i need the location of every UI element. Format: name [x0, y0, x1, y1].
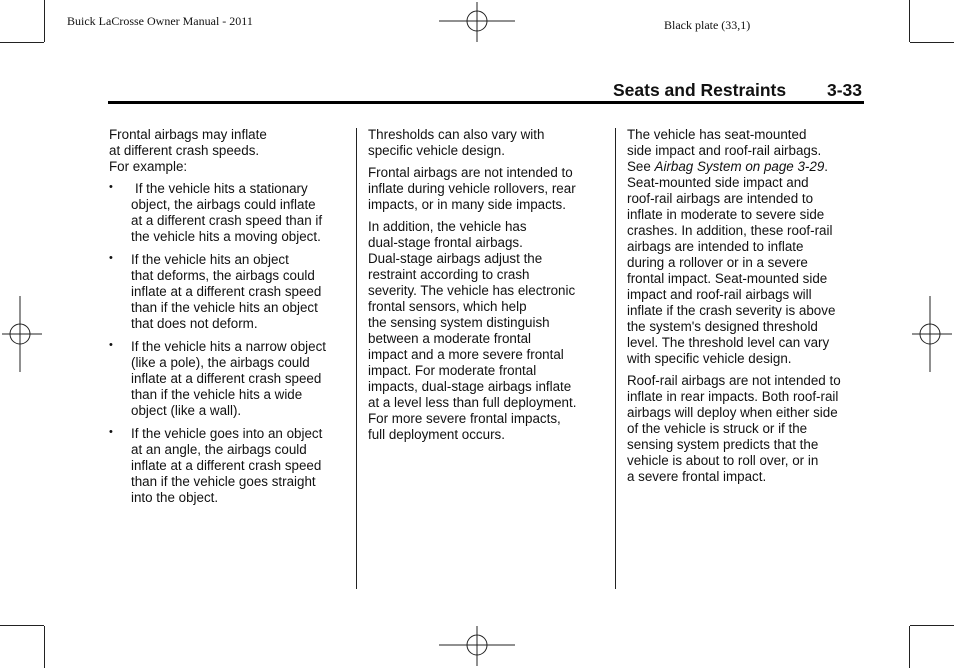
- list-item: • If the vehicle hits a stationary object, the airbags could inflate at a different crash speed than if the vehicle hits a moving object.: [109, 181, 323, 244]
- column-divider-2: [615, 128, 616, 589]
- page-number: 3-33: [827, 80, 863, 100]
- registration-mark-right: [910, 294, 954, 374]
- list-item: • If the vehicle hits a narrow object (like a pole), the airbags could inflate at a different crash speed than if the vehicle hits a wide object (like a wall).: [109, 339, 327, 418]
- bullet-icon: •: [109, 252, 113, 264]
- paragraph-dual-stage: In addition, the vehicle has dual-stage frontal airbags. Dual-stage airbags adjust the restraint according to crash severity. The vehicle has electronic frontal sensors, which help the sensing system distinguish between a moderate frontal impact and a more severe frontal impact. For moderate frontal impacts, dual-stage airbags inflate at a level less than full deployment. For more severe frontal impacts, full deployment occurs.: [368, 219, 577, 442]
- section-title: Seats and Restraints: [613, 80, 787, 100]
- column-3: [627, 127, 867, 491]
- bullet-icon: •: [109, 181, 113, 193]
- cross-reference-link[interactable]: Airbag System on page 3-29: [654, 159, 825, 174]
- paragraph-rollovers: Frontal airbags are not intended to inflate during vehicle rollovers, rear impacts, or in many side impacts.: [368, 165, 576, 212]
- paragraph-thresholds: Thresholds can also vary with specific vehicle design.: [368, 127, 545, 158]
- column-divider-1: [356, 128, 357, 589]
- intro-paragraph: Frontal airbags may inflate at different crash speeds. For example:: [109, 127, 267, 174]
- manual-title: Buick LaCrosse Owner Manual - 2011: [67, 14, 253, 28]
- column-1: [109, 127, 349, 513]
- paragraph-side-impact: The vehicle has seat-mounted side impact and roof-rail airbags. See Airbag System on page 3-29. Seat-mounted side impact and roof-rail airbags are intended to inflate in moderate to severe side crashes. In addition, these roof-rail airbags are intended to inflate during a rollover or in a severe frontal impact. Seat-mounted side impact and roof-rail airbags will inflate if the crash severity is above the system's designed threshold level. The threshold level can vary with specific vehicle design.: [627, 127, 836, 366]
- header-rule: [108, 101, 864, 104]
- registration-mark-top: [437, 0, 517, 44]
- bullet-icon: •: [109, 426, 113, 438]
- list-item: • If the vehicle hits an object that deforms, the airbags could inflate at a different crash speed than if the vehicle hits an object that does not deform.: [109, 252, 322, 331]
- list-item: • If the vehicle goes into an object at an angle, the airbags could inflate at a different crash speed than if the vehicle goes straight into the object.: [109, 426, 323, 505]
- column-2: [368, 127, 608, 449]
- registration-mark-bottom: [437, 624, 517, 668]
- paragraph-roof-rail: Roof-rail airbags are not intended to inflate in rear impacts. Both roof-rail airbags will deploy when either side of the vehicle is struck or if the sensing system predicts that the vehicle is about to roll over, or in a severe frontal impact.: [627, 373, 841, 484]
- bullet-icon: •: [109, 339, 113, 351]
- example-list: [109, 181, 349, 506]
- registration-mark-left: [0, 294, 44, 374]
- plate-info: Black plate (33,1): [664, 18, 751, 32]
